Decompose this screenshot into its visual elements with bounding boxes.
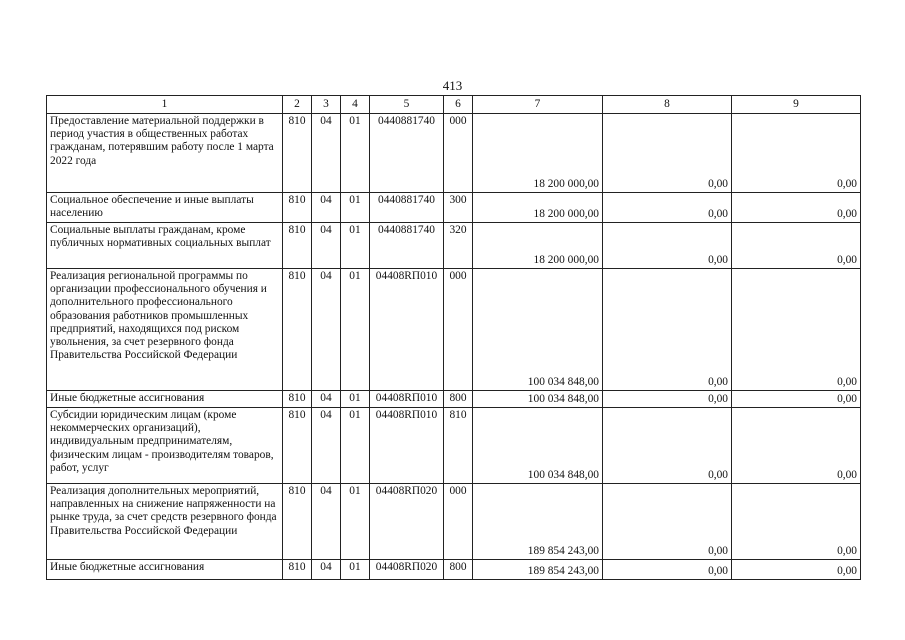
- row-amount-8: 0,00: [603, 114, 732, 193]
- row-amount-9: 0,00: [732, 484, 861, 560]
- column-header-3: 3: [312, 96, 341, 114]
- row-amount-7: 100 034 848,00: [473, 391, 603, 408]
- row-amount-7: 18 200 000,00: [473, 223, 603, 269]
- table-row: [47, 408, 861, 484]
- row-code-4: 01: [341, 193, 370, 223]
- row-code-2: 810: [283, 408, 312, 484]
- row-code-5: 0440881740: [370, 114, 444, 193]
- column-header-7: 7: [473, 96, 603, 114]
- row-code-3: 04: [312, 114, 341, 193]
- table-row: [47, 193, 861, 223]
- row-amount-9: 0,00: [732, 269, 861, 391]
- row-code-5: 04408RП010: [370, 269, 444, 391]
- row-amount-7: 18 200 000,00: [473, 193, 603, 223]
- row-code-3: 04: [312, 269, 341, 391]
- row-code-2: 810: [283, 484, 312, 560]
- table-row: [47, 560, 861, 580]
- row-amount-9: 0,00: [732, 391, 861, 408]
- row-code-2: 810: [283, 391, 312, 408]
- row-amount-9: 0,00: [732, 223, 861, 269]
- row-code-6: 800: [444, 560, 473, 580]
- row-code-3: 04: [312, 391, 341, 408]
- row-code-6: 300: [444, 193, 473, 223]
- row-amount-8: 0,00: [603, 560, 732, 580]
- table-row: [47, 269, 861, 391]
- row-amount-8: 0,00: [603, 269, 732, 391]
- row-amount-8: 0,00: [603, 391, 732, 408]
- row-code-6: 810: [444, 408, 473, 484]
- column-header-1: 1: [47, 96, 283, 114]
- row-code-3: 04: [312, 560, 341, 580]
- row-code-2: 810: [283, 560, 312, 580]
- row-amount-7: 189 854 243,00: [473, 484, 603, 560]
- table-row: [47, 484, 861, 560]
- row-code-6: 320: [444, 223, 473, 269]
- row-code-5: 0440881740: [370, 223, 444, 269]
- column-header-4: 4: [341, 96, 370, 114]
- column-header-2: 2: [283, 96, 312, 114]
- column-header-6: 6: [444, 96, 473, 114]
- row-code-5: 04408RП020: [370, 484, 444, 560]
- row-amount-7: 189 854 243,00: [473, 560, 603, 580]
- row-code-2: 810: [283, 193, 312, 223]
- row-name: Социальные выплаты гражданам, кроме публичных нормативных социальных выплат: [47, 223, 283, 269]
- row-amount-7: 100 034 848,00: [473, 408, 603, 484]
- row-amount-9: 0,00: [732, 408, 861, 484]
- row-amount-9: 0,00: [732, 114, 861, 193]
- row-code-4: 01: [341, 560, 370, 580]
- column-header-8: 8: [603, 96, 732, 114]
- header-row: [47, 96, 861, 114]
- row-amount-8: 0,00: [603, 193, 732, 223]
- row-code-5: 0440881740: [370, 193, 444, 223]
- row-code-6: 000: [444, 484, 473, 560]
- row-amount-8: 0,00: [603, 484, 732, 560]
- row-name: Иные бюджетные ассигнования: [47, 560, 283, 580]
- row-code-4: 01: [341, 223, 370, 269]
- row-code-3: 04: [312, 223, 341, 269]
- row-code-4: 01: [341, 484, 370, 560]
- row-amount-8: 0,00: [603, 223, 732, 269]
- page-number: 413: [442, 78, 463, 93]
- row-name: Реализация дополнительных мероприятий, направленных на снижение напряженности на рынке труда, за счет средств резервного фонда Правительства Российской Федерации: [47, 484, 283, 560]
- table-row: [47, 114, 861, 193]
- row-name: Реализация региональной программы по организации профессионального обучения и дополнительного профессионального образования работников промышленных предприятий, находящихся под риском увольнения, за счет резервного фонда Правительства Российской Федерации: [47, 269, 283, 391]
- row-code-6: 000: [444, 269, 473, 391]
- row-name: Социальное обеспечение и иные выплаты населению: [47, 193, 283, 223]
- budget-table: [46, 95, 861, 580]
- column-header-5: 5: [370, 96, 444, 114]
- row-code-2: 810: [283, 114, 312, 193]
- row-name: Предоставление материальной поддержки в период участия в общественных работах гражданам, потерявшим работу после 1 марта 2022 года: [47, 114, 283, 193]
- row-amount-7: 100 034 848,00: [473, 269, 603, 391]
- row-code-5: 04408RП020: [370, 560, 444, 580]
- row-code-4: 01: [341, 408, 370, 484]
- table-row: [47, 391, 861, 408]
- row-code-3: 04: [312, 484, 341, 560]
- row-code-4: 01: [341, 114, 370, 193]
- row-name: Иные бюджетные ассигнования: [47, 391, 283, 408]
- row-code-3: 04: [312, 193, 341, 223]
- column-header-9: 9: [732, 96, 861, 114]
- row-code-5: 04408RП010: [370, 408, 444, 484]
- row-code-6: 000: [444, 114, 473, 193]
- row-code-4: 01: [341, 391, 370, 408]
- row-code-5: 04408RП010: [370, 391, 444, 408]
- row-name: Субсидии юридическим лицам (кроме некоммерческих организаций), индивидуальным предпринимателям, физическим лицам - производителям товаров, работ, услуг: [47, 408, 283, 484]
- table-row: [47, 223, 861, 269]
- row-amount-9: 0,00: [732, 193, 861, 223]
- row-amount-8: 0,00: [603, 408, 732, 484]
- row-code-2: 810: [283, 223, 312, 269]
- row-code-3: 04: [312, 408, 341, 484]
- row-code-4: 01: [341, 269, 370, 391]
- row-code-2: 810: [283, 269, 312, 391]
- row-amount-9: 0,00: [732, 560, 861, 580]
- row-amount-7: 18 200 000,00: [473, 114, 603, 193]
- row-code-6: 800: [444, 391, 473, 408]
